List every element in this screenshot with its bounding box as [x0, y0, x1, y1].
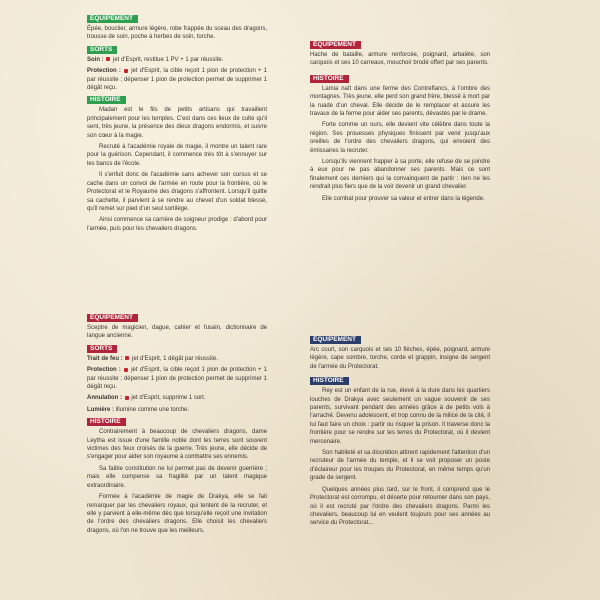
spell-name: Protection :: [87, 367, 121, 374]
spells-heading: SORTS: [87, 46, 117, 54]
history-paragraph: Formée à l'académie de magie de Drakya, elle se fait remarquer par les chevaliers royaux, qui tentent de la recruter, et elle y parvient à elle-même dès que lorsqu'elle reçoit une invitation de l'ordre des chevaliers dragons. Elle choisit les chevaliers dragons, où l'on ne trouve que les meilleurs.: [87, 494, 267, 534]
history-paragraph: Contrairement à beaucoup de chevaliers dragons, dame Leytha est issue d'une famille noble dont les terres sont souvent victimes des feux croisés de la guerre. Très jeune, elle décide de s'engager pour aider son royaume à combattre ses ennemis.: [87, 429, 267, 461]
spell-name: Soin :: [87, 56, 104, 63]
equipment-text: Sceptre de magicien, dague, cahier et fusain, dictionnaire de langue ancienne.: [87, 325, 267, 340]
spell-desc: illumine comme une torche.: [115, 406, 190, 413]
spell-name: Protection :: [87, 68, 121, 75]
history-paragraph: Ainsi commence sa carrière de soigneur prodige : d'abord pour l'armée, puis pour les chevaliers dragons.: [87, 217, 267, 232]
red-dice-icon: [124, 368, 128, 372]
red-dice-icon: [124, 69, 128, 73]
equipment-heading: ÉQUIPEMENT: [310, 41, 361, 49]
history-paragraph: Lamia naît dans une ferme des Contreflancs, à l'ombre des montagnes. Très jeune, elle perd son grand frère, blessé à mort par la ruade d'un cheval. Elle décide de le remplacer et assure les travaux de la ferme pour aider ses parents, dévastés par le drame.: [310, 85, 490, 118]
panel-rey: [310, 335, 490, 531]
spell-desc: jet d'Esprit, supprime 1 sort.: [131, 395, 206, 402]
history-paragraph: Lorsqu'ils viennent frapper à sa porte, elle refuse de se joindre à eux pour ne pas abandonner ses parents. Mais ce sont finalement ces derniers qui la convainquent de partir : rien ne les rendrait plus fiers que de la voir devenir un grand chevalier.: [310, 159, 490, 191]
equipment-text: Épée, bouclier, armure légère, robe frappée du sceau des dragons, trousse de soin, poche à herbes de soin, torche.: [87, 26, 267, 41]
spell-entry: [87, 406, 267, 414]
history-paragraph: Forte comme un ours, elle devient vite célèbre dans toute la région. Ses prouesses physiques finissent par venir jusqu'aux oreilles de l'ordre des chevaliers dragons, qui envoient des émissaires la recruter.: [310, 122, 490, 154]
history-paragraph: Madan est le fils de petits artisans qui travaillent principalement pour les temples. C'est dans ces lieux de culte qu'il sent, très jeune, la présence des dieux dragons endormis, et suivre son cœur à la magie.: [87, 107, 267, 139]
spell-entry: [87, 366, 267, 391]
red-dice-icon: [125, 356, 129, 360]
panel-madan: [87, 14, 267, 236]
spell-name: Lumière :: [87, 406, 115, 413]
history-paragraph: Elle combat pour prouver sa valeur et entrer dans la légende.: [322, 195, 485, 202]
equipment-heading: ÉQUIPEMENT: [87, 314, 138, 322]
history-paragraph: Sa faible constitution ne lui permet pas de devenir guerrière ; mais elle compense sa fragilité par un talent magique extraordinaire.: [87, 465, 267, 489]
panel-leytha: [87, 313, 267, 538]
equipment-heading: ÉQUIPEMENT: [87, 15, 138, 23]
spells-heading: SORTS: [87, 345, 117, 353]
spell-desc: jet d'Esprit, la cible reçoit 1 pion de protection + 1 par réussite ; dépenser 1 pion de protection permet de supprimer 1 dégât reçu.: [87, 367, 267, 391]
spell-name: Trait de feu :: [87, 355, 123, 362]
history-paragraph: Rey est un enfant de la rue, élevé à la dure dans les quartiers louches de Drakya avec seulement un vague souvenir de ses parents, survivant pendant des années grâce à de petits vols à l'arraché. Devenu adolescent, et trop connu de la milice de la cité, il lui faut faire un choix : partir ou risquer la prison. Il traverse donc la frontière pour se rendre sur les terres du Protectorat, où il devient mercenaire.: [310, 388, 490, 445]
history-paragraph: Il s'enfuit donc de l'académie sans achever son cursus et se cache dans un convoi de l'armée en route pour la frontière, où le Protectorat et le Royaume des dragons s'affrontent. Lorsqu'il quitte sa cachette, il parvient à se rendre au chevet d'un soldat blessé, qu'il remet sur pied d'un seul sortilège.: [87, 172, 267, 212]
spell-name: Annulation :: [87, 395, 122, 402]
history-heading: HISTOIRE: [87, 418, 126, 426]
spell-desc: jet d'Esprit, la cible reçoit 1 pion de protection + 1 par réussite ; dépenser 1 pion de protection permet de supprimer 1 dégât reçu.: [87, 68, 267, 92]
history-heading: HISTOIRE: [310, 75, 349, 83]
equipment-heading: ÉQUIPEMENT: [310, 336, 361, 344]
history-paragraph: Quelques années plus tard, sur le front, il comprend que le Protectorat est corrompu, et déserte pour retourner dans son pays, où il est recruté par l'ordre des chevaliers dragons. Parmi les chevaliers, beaucoup lui en veulent toujours pour ses années au service du Protectorat...: [310, 486, 490, 527]
history-heading: HISTOIRE: [87, 96, 126, 104]
spell-entry: [87, 394, 267, 402]
history-heading: HISTOIRE: [310, 377, 349, 385]
history-paragraph: Recruté à l'académie royale de magie, il montre un talent rare pour la guérison. Cependant, il commence très tôt à s'ennuyer sur les bancs de l'école.: [87, 144, 267, 167]
red-dice-icon: [125, 396, 129, 400]
spell-entry: [87, 67, 267, 92]
spell-desc: jet d'Esprit, 1 dégât par réussite.: [132, 355, 218, 362]
equipment-text: Arc court, son carquois et ses 10 flèches, épée, poignard, armure légère, cape sombre, torche, corde et grappin, insigne de sergent de l'armée du Protectorat.: [310, 347, 490, 370]
spell-entry: [87, 355, 267, 363]
spell-desc: jet d'Esprit, restitue 1 PV + 1 par réussite.: [113, 56, 224, 63]
history-paragraph: Son habileté et sa discrétion attirent rapidement l'attention d'un recruteur de l'armée du temple, et il se voit proposer un poste d'éclaireur pour les troupes du Protectorat, en même temps qu'un grade de sergent.: [310, 450, 490, 482]
equipment-text: Hache de bataille, armure renforcée, poignard, arbalète, son carquois et ses 10 carreaux, mouchoir brodé offert par ses parents.: [310, 52, 490, 67]
red-dice-icon: [106, 57, 110, 61]
panel-lamia: [310, 40, 490, 206]
spell-entry: [87, 56, 267, 64]
